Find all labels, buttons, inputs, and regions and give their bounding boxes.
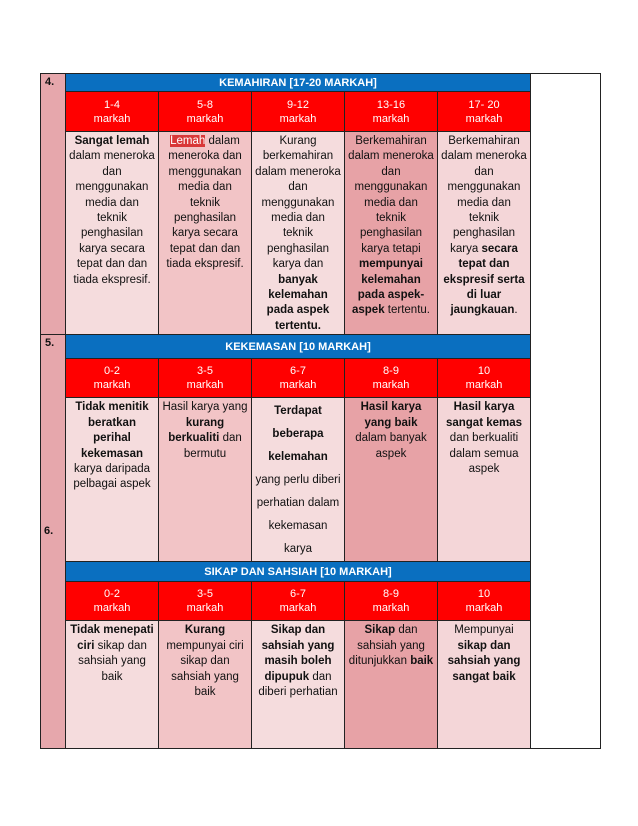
range-header: 1-4 markah xyxy=(66,92,159,132)
descriptor-cell: Tidak menitik beratkan perihal kekemasan karya daripada pelbagai aspek xyxy=(66,398,159,562)
range-header: 17- 20 markah xyxy=(438,92,531,132)
section-5-title: KEKEMASAN [10 MARKAH] xyxy=(66,335,531,359)
range-header: 10 markah xyxy=(438,359,531,398)
range-header: 10 markah xyxy=(438,582,531,621)
descriptor-cell: Sangat lemah dalam meneroka dan menggunakan media dan teknik penghasilan karya secara tepat dan dan tiada ekspresif. xyxy=(66,132,159,335)
descriptor-cell: Mempunyai sikap dan sahsiah yang sangat baik xyxy=(438,621,531,749)
descriptor-cell: Kurang berkemahiran dalam meneroka dan menggunakan media dan teknik penghasilan karya dan banyak kelemahan pada aspek tertentu. xyxy=(252,132,345,335)
range-header: 0-2 markah xyxy=(66,359,159,398)
marks-column xyxy=(531,74,601,749)
range-header: 3-5 markah xyxy=(159,582,252,621)
descriptor-cell: Terdapat beberapa kelemahan yang perlu diberi perhatian dalam kekemasan karya xyxy=(252,398,345,562)
range-header: 0-2 markah xyxy=(66,582,159,621)
descriptor-cell: Hasil karya yang kurang berkualiti dan bermutu xyxy=(159,398,252,562)
descriptor-cell: Berkemahiran dalam meneroka dan menggunakan media dan teknik penghasilan karya tetapi mempunyai kelemahan pada aspek-aspek tertentu. xyxy=(345,132,438,335)
descriptor-cell: Lemah dalam meneroka dan menggunakan media dan teknik penghasilan karya secara tepat dan dan tiada ekspresif. xyxy=(159,132,252,335)
range-header: 13-16 markah xyxy=(345,92,438,132)
descriptor-cell: Hasil karya sangat kemas dan berkualiti dalam semua aspek xyxy=(438,398,531,562)
range-header: 8-9 markah xyxy=(345,582,438,621)
assessment-rubric-table xyxy=(40,73,601,749)
descriptor-cell: Sikap dan sahsiah yang masih boleh dipupuk dan diberi perhatian xyxy=(252,621,345,749)
section-4-number: 4. xyxy=(41,74,66,335)
range-header: 9-12 markah xyxy=(252,92,345,132)
descriptor-cell: Hasil karya yang baik dalam banyak aspek xyxy=(345,398,438,562)
section-6-number: 6. xyxy=(44,525,54,537)
descriptor-cell: Tidak menepati ciri sikap dan sahsiah yang baik xyxy=(66,621,159,749)
range-header: 3-5 markah xyxy=(159,359,252,398)
section-5-number: 5. xyxy=(41,335,66,749)
descriptor-cell: Berkemahiran dalam meneroka dan menggunakan media dan teknik penghasilan karya secara tepat dan ekspresif serta di luar jaungkauan. xyxy=(438,132,531,335)
section-6-title: SIKAP DAN SAHSIAH [10 MARKAH] xyxy=(66,562,531,582)
section-4-title: KEMAHIRAN [17-20 MARKAH] xyxy=(66,74,531,92)
descriptor-cell: Kurang mempunyai ciri sikap dan sahsiah yang baik xyxy=(159,621,252,749)
range-header: 8-9 markah xyxy=(345,359,438,398)
range-header: 6-7 markah xyxy=(252,359,345,398)
range-header: 6-7 markah xyxy=(252,582,345,621)
descriptor-cell: Sikap dan sahsiah yang ditunjukkan baik xyxy=(345,621,438,749)
range-header: 5-8 markah xyxy=(159,92,252,132)
